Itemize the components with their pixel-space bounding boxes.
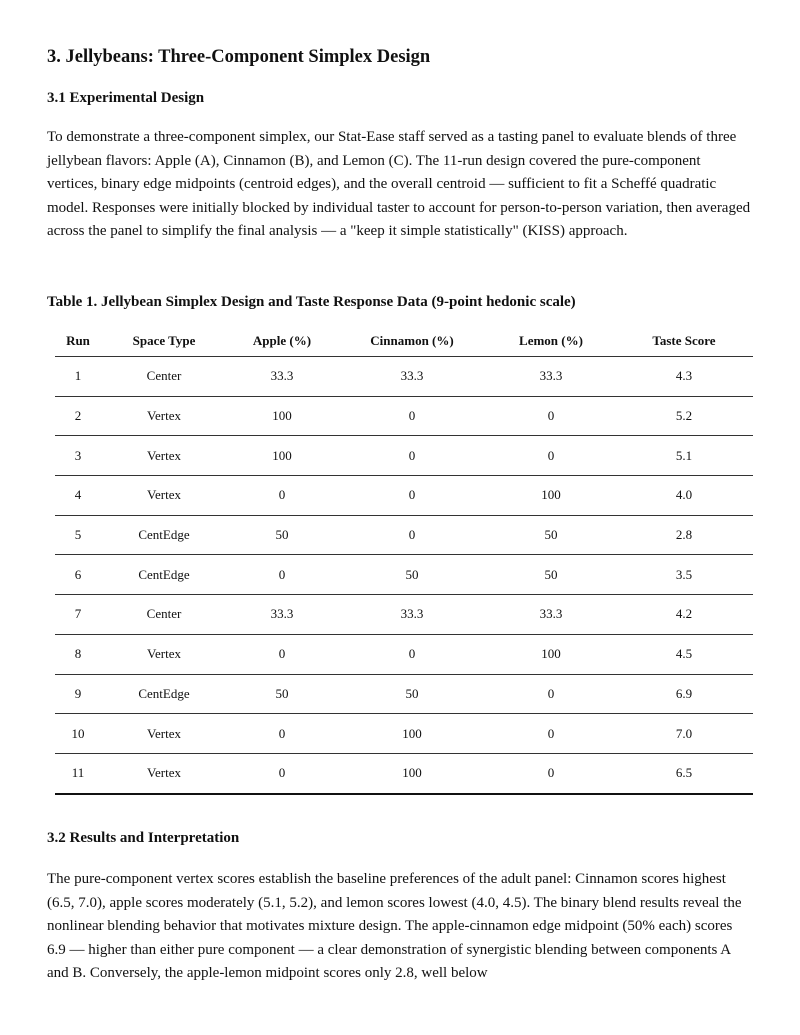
cell-apple: 100	[227, 436, 337, 476]
experimental-design-paragraph: To demonstrate a three-component simplex, our Stat-Ease staff served as a tasting panel to evaluate blends of three jellybean flavors: Apple (A), Cinnamon (B), and Lemon (C). The 11-run design covered the pure-component vertices, binary edge midpoints (centroid edges), and the overall centroid — sufficient to fit a Scheffé quadratic model. Responses were initially blocked by individual taster to account for person-to-person variation, then averaged across the panel to simplify the final analysis — a "keep it simple statistically" (KISS) approach.	[47, 129, 751, 240]
cell-cinnamon: 0	[337, 476, 487, 516]
table-row	[55, 634, 753, 674]
cell-lemon: 100	[487, 634, 615, 674]
cell-apple: 0	[227, 555, 337, 595]
cell-taste-score: 4.3	[615, 357, 753, 397]
table-row	[55, 436, 753, 476]
cell-apple: 33.3	[227, 357, 337, 397]
cell-apple: 100	[227, 396, 337, 436]
cell-taste-score: 4.2	[615, 595, 753, 635]
cell-lemon: 0	[487, 396, 615, 436]
cell-apple: 0	[227, 634, 337, 674]
column-header-apple: Apple (%)	[227, 325, 337, 357]
cell-run: 10	[55, 714, 101, 754]
cell-run: 1	[55, 357, 101, 397]
cell-apple: 0	[227, 714, 337, 754]
cell-taste-score: 5.2	[615, 396, 753, 436]
table-row	[55, 555, 753, 595]
cell-cinnamon: 50	[337, 674, 487, 714]
cell-apple: 33.3	[227, 595, 337, 635]
cell-lemon: 0	[487, 436, 615, 476]
cell-cinnamon: 33.3	[337, 595, 487, 635]
cell-run: 3	[55, 436, 101, 476]
cell-taste-score: 2.8	[615, 515, 753, 555]
cell-cinnamon: 33.3	[337, 357, 487, 397]
table-caption: Table 1. Jellybean Simplex Design and Taste Response Data (9-point hedonic scale)	[47, 294, 576, 310]
cell-cinnamon: 0	[337, 634, 487, 674]
cell-space-type: Vertex	[101, 634, 227, 674]
table-row	[55, 515, 753, 555]
cell-lemon: 0	[487, 753, 615, 793]
cell-taste-score: 7.0	[615, 714, 753, 754]
cell-run: 11	[55, 753, 101, 793]
results-paragraph: The pure-component vertex scores establish the baseline preferences of the adult panel: Cinnamon scores highest (6.5, 7.0), apple scores moderately (5.1, 5.2), and lemon scores lowest (4.0, 4.5). The binary blend results reveal the nonlinear blending behavior that motivates mixture design. The apple-cinnamon edge midpoint (50% each) scores 6.9 — higher than either pure component — a clear demonstration of synergistic blending between components A and B. Conversely, the apple-lemon midpoint scores only 2.8, well below	[47, 871, 742, 982]
table-row	[55, 674, 753, 714]
cell-cinnamon: 0	[337, 515, 487, 555]
cell-run: 2	[55, 396, 101, 436]
cell-apple: 50	[227, 674, 337, 714]
cell-space-type: CentEdge	[101, 555, 227, 595]
table-row	[55, 476, 753, 516]
cell-run: 8	[55, 634, 101, 674]
column-header-cinnamon: Cinnamon (%)	[337, 325, 487, 357]
cell-lemon: 50	[487, 555, 615, 595]
experimental-design-heading: 3.1 Experimental Design	[47, 90, 205, 106]
cell-cinnamon: 100	[337, 753, 487, 793]
cell-lemon: 50	[487, 515, 615, 555]
cell-apple: 0	[227, 476, 337, 516]
table-row	[55, 595, 753, 635]
column-header-space-type: Space Type	[101, 325, 227, 357]
cell-lemon: 33.3	[487, 595, 615, 635]
column-header-run: Run	[55, 325, 101, 357]
cell-apple: 50	[227, 515, 337, 555]
cell-lemon: 100	[487, 476, 615, 516]
cell-run: 4	[55, 476, 101, 516]
cell-taste-score: 4.5	[615, 634, 753, 674]
cell-cinnamon: 100	[337, 714, 487, 754]
table-header-row	[55, 325, 753, 357]
cell-run: 9	[55, 674, 101, 714]
table-row	[55, 357, 753, 397]
cell-cinnamon: 50	[337, 555, 487, 595]
cell-taste-score: 5.1	[615, 436, 753, 476]
cell-taste-score: 3.5	[615, 555, 753, 595]
cell-run: 7	[55, 595, 101, 635]
cell-space-type: Vertex	[101, 714, 227, 754]
column-header-taste-score: Taste Score	[615, 325, 753, 357]
cell-space-type: Vertex	[101, 436, 227, 476]
table-row	[55, 714, 753, 754]
cell-cinnamon: 0	[337, 436, 487, 476]
cell-run: 5	[55, 515, 101, 555]
cell-apple: 0	[227, 753, 337, 793]
cell-cinnamon: 0	[337, 396, 487, 436]
cell-space-type: CentEdge	[101, 674, 227, 714]
cell-space-type: Vertex	[101, 476, 227, 516]
cell-taste-score: 6.9	[615, 674, 753, 714]
cell-space-type: CentEdge	[101, 515, 227, 555]
cell-lemon: 33.3	[487, 357, 615, 397]
cell-space-type: Center	[101, 595, 227, 635]
section-title: 3. Jellybeans: Three-Component Simplex Design	[47, 47, 431, 67]
cell-run: 6	[55, 555, 101, 595]
results-heading: 3.2 Results and Interpretation	[47, 830, 240, 846]
cell-lemon: 0	[487, 674, 615, 714]
cell-lemon: 0	[487, 714, 615, 754]
cell-space-type: Vertex	[101, 396, 227, 436]
table-row	[55, 753, 753, 793]
cell-taste-score: 6.5	[615, 753, 753, 793]
cell-taste-score: 4.0	[615, 476, 753, 516]
cell-space-type: Center	[101, 357, 227, 397]
table-row	[55, 396, 753, 436]
column-header-lemon: Lemon (%)	[487, 325, 615, 357]
jellybean-data-table	[55, 325, 753, 795]
cell-space-type: Vertex	[101, 753, 227, 793]
